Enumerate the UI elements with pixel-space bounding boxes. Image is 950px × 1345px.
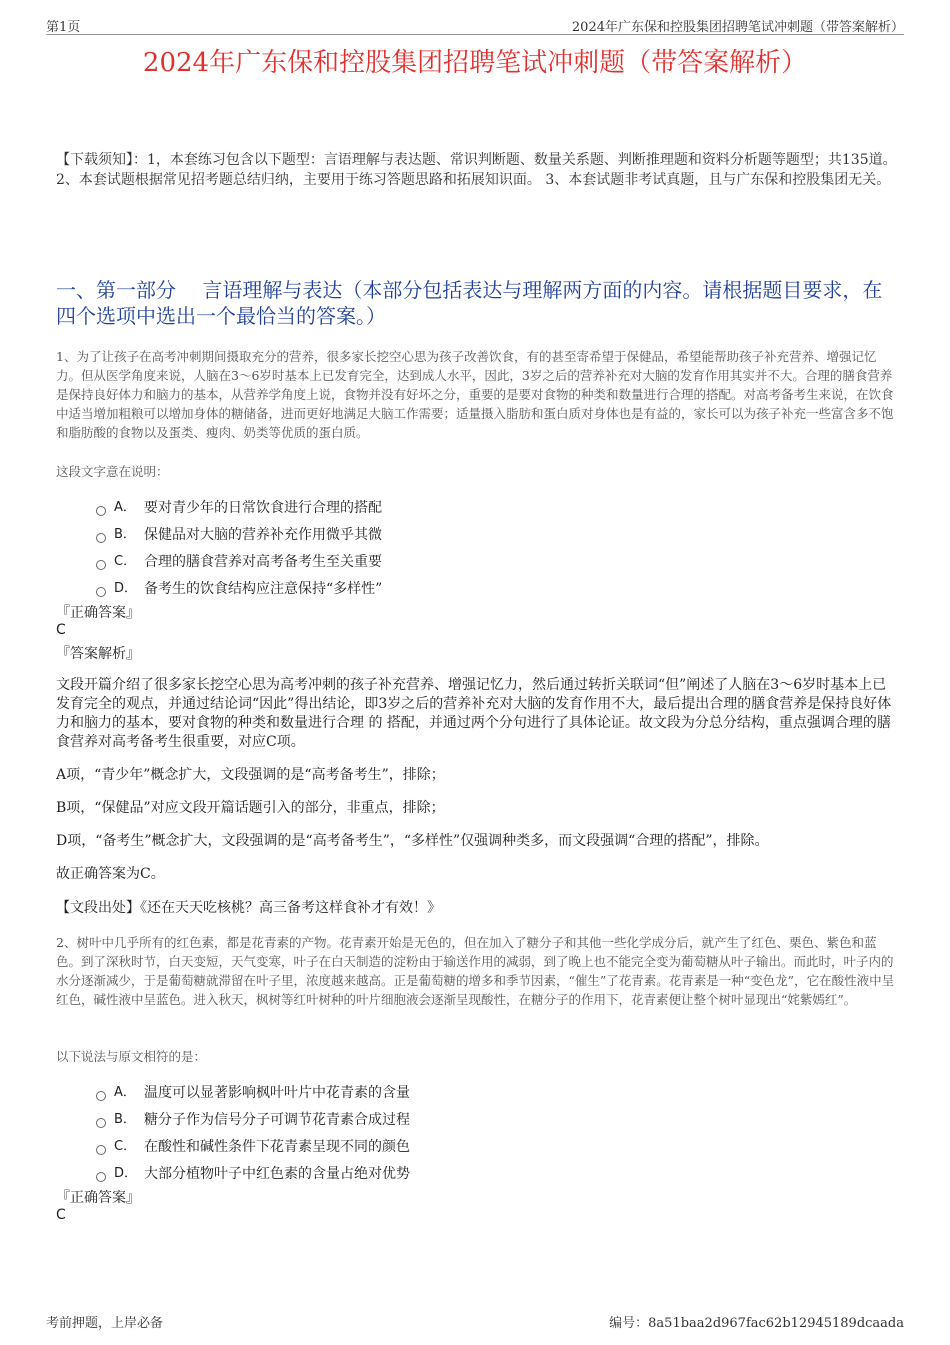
- radio-icon[interactable]: [96, 1091, 106, 1101]
- option-text: 要对青少年的日常饮食进行合理的搭配: [144, 499, 382, 516]
- document-id: 编号：8a51baa2d967fac62b12945189dcaada: [609, 1316, 904, 1331]
- analysis-label: 『答案解析』: [56, 646, 140, 662]
- question-1-stem: 这段文字意在说明：: [56, 464, 169, 479]
- document-title: 2024年广东保和控股集团招聘笔试冲刺题（带答案解析）: [142, 48, 808, 78]
- option-letter: C．: [114, 553, 137, 569]
- option-text: 合理的膳食营养对高考备考生至关重要: [144, 553, 382, 570]
- correct-answer-value: C: [56, 1207, 66, 1223]
- option-letter: D．: [114, 1165, 138, 1181]
- analysis-option-d: D项，“备考生”概念扩大，文段强调的是“高考备考生”，“多样性”仅强调种类多，而文段强调“合理的搭配”，排除。: [56, 833, 769, 849]
- radio-icon[interactable]: [96, 506, 106, 516]
- download-notice: 【下载须知】：1，本套练习包含以下题型：言语理解与表达题、常识判断题、数量关系题、判断推理题和资料分析题等题型；共135道。 2、本套试题根据常见招考题总结归纳，主要用于练习答题思路和拓展知识面。 3、本套试题非考试真题，且与广东保和控股集团无关。: [56, 152, 897, 188]
- page-number: 第1页: [46, 20, 81, 35]
- option-d[interactable]: [96, 1160, 696, 1187]
- option-letter: A．: [114, 499, 136, 515]
- analysis-option-b: B项，“保健品”对应文段开篇话题引入的部分，非重点，排除；: [56, 800, 445, 816]
- question-1-passage: [56, 347, 901, 442]
- option-letter: B．: [114, 1111, 136, 1127]
- correct-answer-value: C: [56, 622, 66, 638]
- passage-text: 2、树叶中几乎所有的红色素，都是花青素的产物。花青素开始是无色的，但在加入了糖分子和其他一些化学成分后，就产生了红色、栗色、紫色和蓝色。到了深秋时节，白天变短，天气变寒，叶子在白天制造的淀粉由于输送作用的减弱，到了晚上也不能完全变为葡萄糖从叶子输出。而此时，叶子内的水分逐渐减少，于是葡萄糖就滞留在叶子里，浓度越来越高。正是葡萄糖的增多和季节因素，“催生”了花青素。花青素是一种“变色龙”，它在酸性液中呈红色，碱性液中呈蓝色。进入秋天，枫树等红叶树种的叶片细胞液会逐渐呈现酸性，在糖分子的作用下，花青素便让整个树叶显现出“姹紫嫣红”。: [56, 935, 895, 1007]
- option-a[interactable]: [96, 1079, 696, 1106]
- option-letter: A．: [114, 1084, 136, 1100]
- option-b[interactable]: [96, 1106, 696, 1133]
- analysis-conclusion: 故正确答案为C。: [56, 866, 165, 882]
- radio-icon[interactable]: [96, 1118, 106, 1128]
- option-letter: B．: [114, 526, 136, 542]
- option-text: 大部分植物叶子中红色素的含量占绝对优势: [144, 1165, 410, 1182]
- passage-source: 【文段出处】《还在天天吃核桃？高三备考这样食补才有效！》: [56, 900, 441, 916]
- correct-answer-label: 『正确答案』: [56, 605, 140, 621]
- passage-text: 1、为了让孩子在高考冲刺期间摄取充分的营养，很多家长挖空心思为孩子改善饮食，有的甚至寄希望于保健品，希望能帮助孩子补充营养、增强记忆力。但从医学角度来说，人脑在3～6岁时基本上已发育完全，达到成人水平，因此，3岁之后的营养补充对大脑的发育作用其实并不大。合理的膳食营养是保持良好体力和脑力的基本，从营养学角度上说，食物并没有好坏之分，重要的是要对食物的种类和数量进行合理的搭配。对高考备考生来说，在饮食中适当增加粗粮可以增加身体的糖储备，进而更好地满足大脑工作需要；适量摄入脂肪和蛋白质对身体也是有益的，家长可以为孩子补充一些富含多不饱和脂肪酸的食物以及蛋类、瘦肉、奶类等优质的蛋白质。: [56, 349, 894, 440]
- question-2-passage: [56, 933, 901, 1009]
- radio-icon[interactable]: [96, 1145, 106, 1155]
- radio-icon[interactable]: [96, 533, 106, 543]
- radio-icon[interactable]: [96, 1172, 106, 1182]
- option-letter: D．: [114, 580, 138, 596]
- option-text: 备考生的饮食结构应注意保持“多样性”: [144, 580, 383, 597]
- question-1-options: [96, 494, 696, 602]
- option-d[interactable]: [96, 575, 696, 602]
- analysis-paragraph: 文段开篇介绍了很多家长挖空心思为高考冲刺的孩子补充营养、增强记忆力，然后通过转折关联词“但”阐述了人脑在3～6岁时基本上已发育完全的观点，并通过结论词“因此”得出结论，即3岁之后的营养补充对大脑的发育作用不大，最后提出合理的膳食营养是保持良好体力和脑力的基本，要对食物的种类和数量进行合理 的 搭配，并通过两个分句进行了具体论证。故文段为分总分结构，重点强调合理的膳食营养对高考备考生很重要，对应C项。: [56, 677, 892, 750]
- option-text: 温度可以显著影响枫叶叶片中花青素的含量: [144, 1084, 410, 1101]
- option-c[interactable]: [96, 548, 696, 575]
- analysis-option-a: A项，“青少年”概念扩大，文段强调的是“高考备考生”，排除；: [56, 767, 445, 783]
- option-text: 保健品对大脑的营养补充作用微乎其微: [144, 526, 382, 543]
- question-2-options: [96, 1079, 696, 1187]
- page-header: [46, 14, 904, 35]
- radio-icon[interactable]: [96, 560, 106, 570]
- option-text: 在酸性和碱性条件下花青素呈现不同的颜色: [144, 1138, 410, 1155]
- option-letter: C．: [114, 1138, 137, 1154]
- section-heading: 一、第一部分 言语理解与表达（本部分包括表达与理解两方面的内容。请根据题目要求，在四个选项中选出一个最恰当的答案。）: [56, 278, 883, 328]
- option-text: 糖分子作为信号分子可调节花青素合成过程: [144, 1111, 410, 1128]
- header-doc-title: 2024年广东保和控股集团招聘笔试冲刺题（带答案解析）: [571, 20, 904, 35]
- option-a[interactable]: [96, 494, 696, 521]
- question-2-stem: 以下说法与原文相符的是：: [56, 1049, 207, 1064]
- radio-icon[interactable]: [96, 587, 106, 597]
- option-b[interactable]: [96, 521, 696, 548]
- option-c[interactable]: [96, 1133, 696, 1160]
- footer-slogan: 考前押题，上岸必备: [46, 1316, 164, 1331]
- correct-answer-label: 『正确答案』: [56, 1190, 140, 1206]
